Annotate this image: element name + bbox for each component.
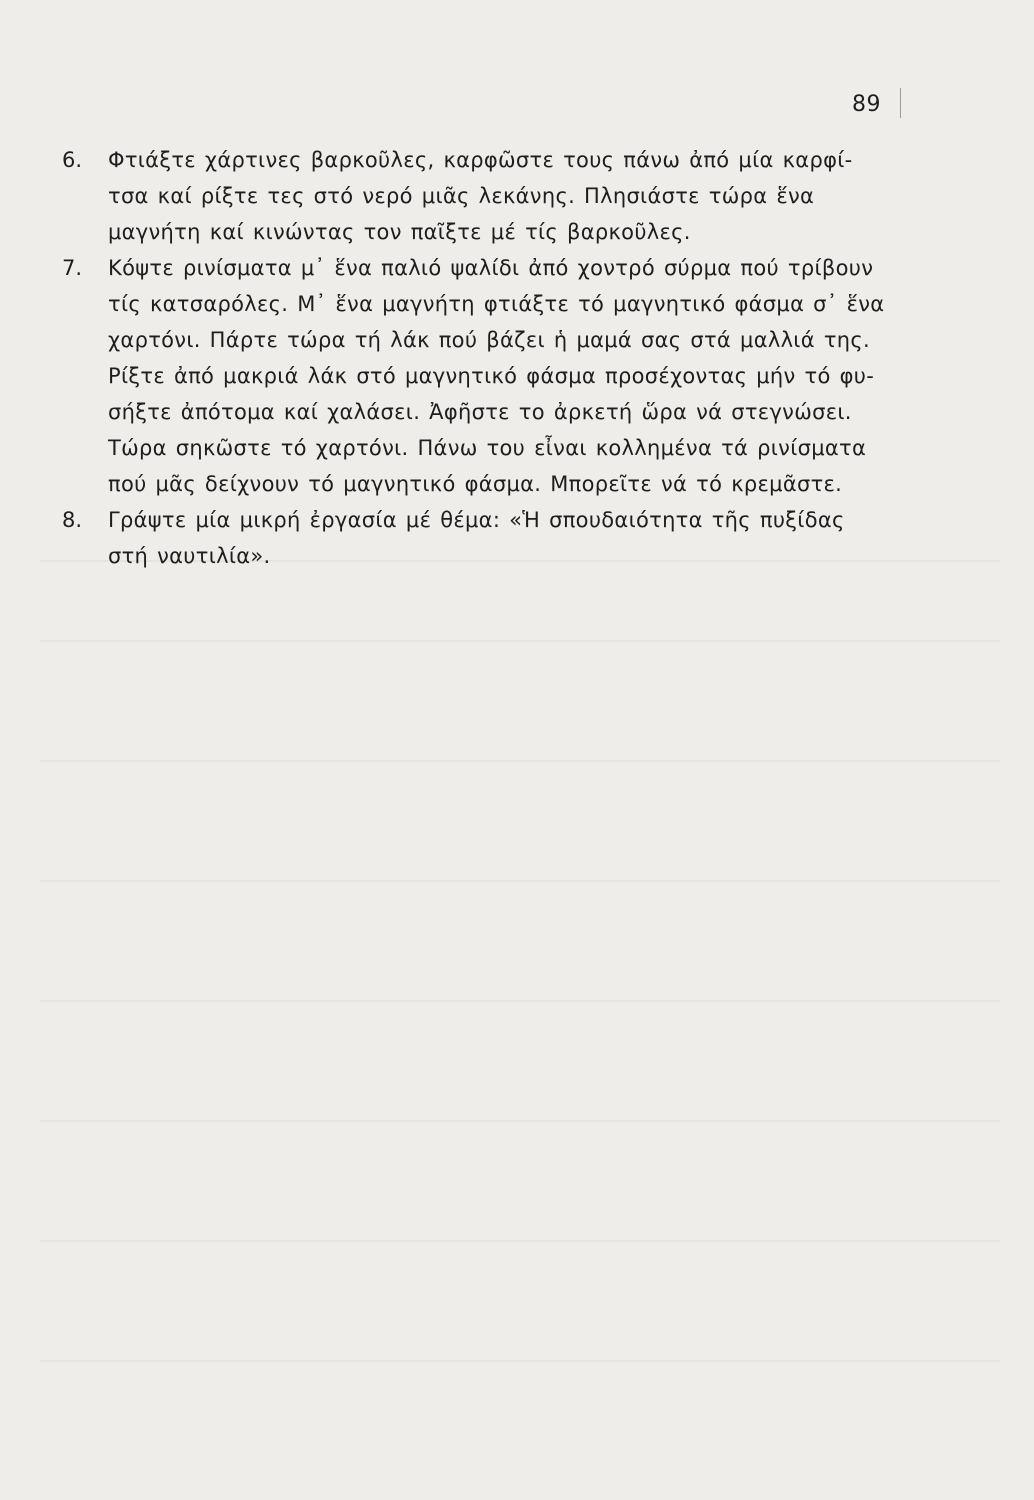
exercise-text [108,250,892,502]
text-line: τσα καί ρίξτε τες στό νερό μιᾶς λεκάνης. Πλησιάστε τώρα ἕνα [108,184,815,208]
exercise-list [62,142,892,574]
exercise-item-7 [62,250,892,502]
exercise-text [108,502,892,574]
text-line: πού μᾶς δείχνουν τό μαγνητικό φάσμα. Μπορεῖτε νά τό κρεμᾶστε. [108,472,843,496]
exercise-number: 7. [62,256,83,280]
exercise-text [108,142,892,250]
page-edge-mark [900,88,901,118]
exercise-item-8 [62,502,892,574]
text-line: Ρίξτε ἀπό μακριά λάκ στό μαγνητικό φάσμα προσέχοντας μήν τό φυ- [108,364,875,388]
exercise-item-6 [62,142,892,250]
text-line: Γράψτε μία μικρή ἐργασία μέ θέμα: «Ἡ σπουδαιότητα τῆς πυξίδας [108,508,845,532]
exercise-number: 8. [62,508,83,532]
text-line: Κόψτε ρινίσματα μ᾿ ἕνα παλιό ψαλίδι ἀπό χοντρό σύρμα πού τρίβουν [108,256,874,280]
text-line: μαγνήτη καί κινώντας τον παῖξτε μέ τίς βαρκοῦλες. [108,220,691,244]
text-line: Τώρα σηκῶστε τό χαρτόνι. Πάνω του εἶναι κολλημένα τά ρινίσματα [108,436,867,460]
text-line: τίς κατσαρόλες. Μ᾿ ἕνα μαγνήτη φτιάξτε τό μαγνητικό φάσμα σ᾿ ἕνα [108,292,885,316]
text-line: Φτιάξτε χάρτινες βαρκοῦλες, καρφῶστε τους πάνω ἀπό μία καρφί- [108,148,853,172]
exercise-number: 6. [62,148,83,172]
text-line: χαρτόνι. Πάρτε τώρα τή λάκ πού βάζει ἡ μαμά σας στά μαλλιά της. [108,328,870,352]
page-number: 89 [852,92,881,117]
text-line: στή ναυτιλία». [108,544,271,568]
text-line: σήξτε ἀπότομα καί χαλάσει. Ἀφῆστε το ἀρκετή ὥρα νά στεγνώσει. [108,400,852,424]
